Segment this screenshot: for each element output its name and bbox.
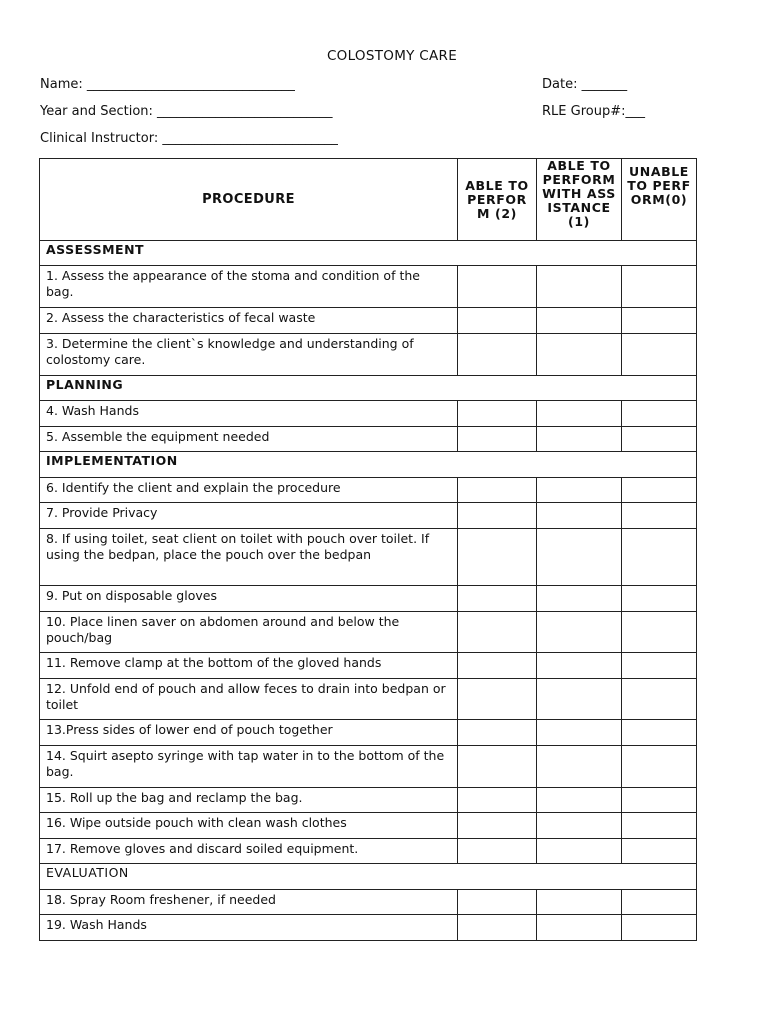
assistance-score-cell[interactable] xyxy=(537,890,622,915)
procedure-step: 14. Squirt asepto syringe with tap water in to the bottom of the bag. xyxy=(40,746,458,788)
table-row xyxy=(40,503,697,529)
procedure-step: 16. Wipe outside pouch with clean wash clothes xyxy=(40,813,458,839)
procedure-step: 6. Identify the client and explain the procedure xyxy=(40,478,458,503)
assistance-score-cell[interactable] xyxy=(537,266,622,308)
unable-score-cell[interactable] xyxy=(622,427,697,452)
unable-score-cell[interactable] xyxy=(622,720,697,746)
assistance-score-cell[interactable] xyxy=(537,720,622,746)
procedure-step: 19. Wash Hands xyxy=(40,915,458,941)
procedure-step: 18. Spray Room freshener, if needed xyxy=(40,890,458,915)
section-heading: ASSESSMENT xyxy=(40,241,697,266)
assistance-score-cell[interactable] xyxy=(537,308,622,334)
able-score-cell[interactable] xyxy=(458,915,537,941)
table-row xyxy=(40,334,697,376)
procedure-checklist-table xyxy=(39,158,697,941)
unable-score-cell[interactable] xyxy=(622,813,697,839)
able-score-cell[interactable] xyxy=(458,813,537,839)
table-row xyxy=(40,788,697,813)
unable-score-cell[interactable] xyxy=(622,334,697,376)
able-score-cell[interactable] xyxy=(458,612,537,653)
unable-score-cell[interactable] xyxy=(622,308,697,334)
assistance-score-cell[interactable] xyxy=(537,529,622,586)
procedure-step: 15. Roll up the bag and reclamp the bag. xyxy=(40,788,458,813)
table-row xyxy=(40,653,697,679)
unable-score-cell[interactable] xyxy=(622,401,697,427)
table-header-row xyxy=(40,159,697,241)
table-row xyxy=(40,915,697,941)
table-row xyxy=(40,612,697,653)
able-score-cell[interactable] xyxy=(458,478,537,503)
unable-score-cell[interactable] xyxy=(622,612,697,653)
able-score-cell[interactable] xyxy=(458,266,537,308)
unable-score-cell[interactable] xyxy=(622,915,697,941)
table-row xyxy=(40,308,697,334)
date-field[interactable]: Date: _______ xyxy=(542,77,628,92)
unable-score-cell[interactable] xyxy=(622,839,697,864)
able-score-cell[interactable] xyxy=(458,529,537,586)
unable-score-cell[interactable] xyxy=(622,478,697,503)
able-score-cell[interactable] xyxy=(458,586,537,612)
header-able-to-perform: ABLE TO PERFORM (2) xyxy=(458,159,537,241)
table-row xyxy=(40,266,697,308)
unable-score-cell[interactable] xyxy=(622,503,697,529)
table-row xyxy=(40,813,697,839)
able-score-cell[interactable] xyxy=(458,746,537,788)
assistance-score-cell[interactable] xyxy=(537,503,622,529)
procedure-step: 2. Assess the characteristics of fecal waste xyxy=(40,308,458,334)
table-row xyxy=(40,746,697,788)
assistance-score-cell[interactable] xyxy=(537,334,622,376)
unable-score-cell[interactable] xyxy=(622,679,697,720)
able-score-cell[interactable] xyxy=(458,427,537,452)
able-score-cell[interactable] xyxy=(458,334,537,376)
able-score-cell[interactable] xyxy=(458,679,537,720)
section-heading: EVALUATION xyxy=(40,864,697,890)
form-title: COLOSTOMY CARE xyxy=(326,48,458,64)
able-score-cell[interactable] xyxy=(458,839,537,864)
table-row xyxy=(40,586,697,612)
clinical-instructor-field[interactable]: Clinical Instructor: ___________________________ xyxy=(40,131,338,146)
assistance-score-cell[interactable] xyxy=(537,915,622,941)
procedure-step: 13.Press sides of lower end of pouch together xyxy=(40,720,458,746)
section-row xyxy=(40,241,697,266)
able-score-cell[interactable] xyxy=(458,308,537,334)
assistance-score-cell[interactable] xyxy=(537,653,622,679)
able-score-cell[interactable] xyxy=(458,503,537,529)
assistance-score-cell[interactable] xyxy=(537,401,622,427)
unable-score-cell[interactable] xyxy=(622,653,697,679)
assistance-score-cell[interactable] xyxy=(537,612,622,653)
able-score-cell[interactable] xyxy=(458,653,537,679)
section-row xyxy=(40,376,697,401)
procedure-step: 9. Put on disposable gloves xyxy=(40,586,458,612)
table-row xyxy=(40,529,697,586)
procedure-step: 10. Place linen saver on abdomen around and below the pouch/bag xyxy=(40,612,458,653)
table-row xyxy=(40,720,697,746)
assistance-score-cell[interactable] xyxy=(537,586,622,612)
unable-score-cell[interactable] xyxy=(622,788,697,813)
procedure-step: 1. Assess the appearance of the stoma and condition of the bag. xyxy=(40,266,458,308)
header-procedure: PROCEDURE xyxy=(40,159,458,241)
unable-score-cell[interactable] xyxy=(622,890,697,915)
assistance-score-cell[interactable] xyxy=(537,427,622,452)
procedure-step: 5. Assemble the equipment needed xyxy=(40,427,458,452)
section-heading: PLANNING xyxy=(40,376,697,401)
procedure-step: 17. Remove gloves and discard soiled equipment. xyxy=(40,839,458,864)
procedure-step: 8. If using toilet, seat client on toilet with pouch over toilet. If using the bedpan, place the pouch over the bedpan xyxy=(40,529,458,586)
procedure-step: 11. Remove clamp at the bottom of the gloved hands xyxy=(40,653,458,679)
assistance-score-cell[interactable] xyxy=(537,813,622,839)
table-row xyxy=(40,890,697,915)
header-unable-to-perform: UNABLE TO PERFORM(0) xyxy=(622,159,697,241)
table-row xyxy=(40,679,697,720)
table-row xyxy=(40,401,697,427)
unable-score-cell[interactable] xyxy=(622,266,697,308)
able-score-cell[interactable] xyxy=(458,890,537,915)
rle-group-field[interactable]: RLE Group#:___ xyxy=(542,104,645,119)
able-score-cell[interactable] xyxy=(458,401,537,427)
unable-score-cell[interactable] xyxy=(622,746,697,788)
assistance-score-cell[interactable] xyxy=(537,679,622,720)
year-section-field[interactable]: Year and Section: ___________________________ xyxy=(40,104,333,119)
table-row xyxy=(40,839,697,864)
procedure-step: 12. Unfold end of pouch and allow feces to drain into bedpan or toilet xyxy=(40,679,458,720)
assistance-score-cell[interactable] xyxy=(537,478,622,503)
procedure-step: 7. Provide Privacy xyxy=(40,503,458,529)
procedure-step: 4. Wash Hands xyxy=(40,401,458,427)
procedure-step: 3. Determine the client`s knowledge and understanding of colostomy care. xyxy=(40,334,458,376)
assistance-score-cell[interactable] xyxy=(537,788,622,813)
section-row xyxy=(40,452,697,478)
unable-score-cell[interactable] xyxy=(622,529,697,586)
section-heading: IMPLEMENTATION xyxy=(40,452,697,478)
table-row xyxy=(40,427,697,452)
able-score-cell[interactable] xyxy=(458,720,537,746)
section-row xyxy=(40,864,697,890)
unable-score-cell[interactable] xyxy=(622,586,697,612)
name-field[interactable]: Name: ________________________________ xyxy=(40,77,295,92)
header-able-with-assistance: ABLE TO PERFORM WITH ASSISTANCE(1) xyxy=(537,159,622,241)
assistance-score-cell[interactable] xyxy=(537,839,622,864)
assistance-score-cell[interactable] xyxy=(537,746,622,788)
able-score-cell[interactable] xyxy=(458,788,537,813)
checklist-body xyxy=(40,241,697,941)
table-row xyxy=(40,478,697,503)
